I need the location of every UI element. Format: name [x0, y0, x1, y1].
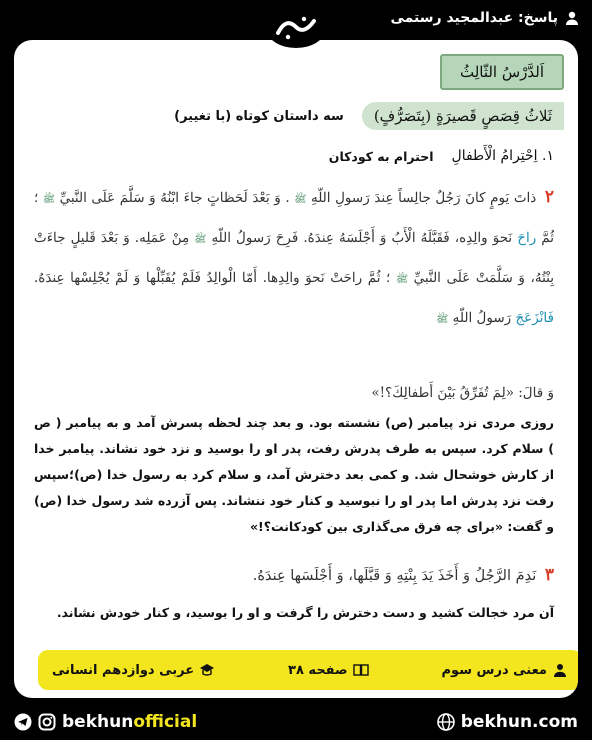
website-link[interactable]	[437, 712, 578, 732]
logo-mark-icon	[274, 13, 318, 43]
story-heading-persian: احترام به کودکان	[328, 148, 434, 164]
footer-info-bar	[38, 650, 578, 690]
part3-arabic	[34, 560, 554, 591]
honorific-glyph: ﷺ	[194, 234, 207, 245]
telegram-icon	[14, 713, 32, 731]
footer-course	[52, 662, 215, 678]
arabic-segment: . وَ بَعْدَ لَحَظاتٍ جاءَ ابْنُهُ وَ سَلَّمَ عَلَى النَّبيِّ	[59, 190, 290, 206]
brand-logo	[266, 8, 326, 48]
honorific-glyph: ﷺ	[395, 274, 409, 285]
paragraph-number: ٣	[544, 565, 554, 585]
part3-translation: آن مرد خجالت کشید و دست دخترش را گرفت و او را بوسید، و کنار خودش نشاند.	[56, 605, 554, 620]
lesson-title-row	[28, 96, 564, 136]
lesson-badge: اَلدَّرْسُ الثّالِثُ	[440, 54, 564, 90]
footer-page-label: صفحه ۳۸	[288, 662, 348, 678]
lesson-title-arabic: ثَلاثُ قِصَصٍ قَصیرَةٍ (بِتَصَرُّفٍ)	[362, 102, 564, 130]
social-handle[interactable]	[14, 712, 197, 732]
arabic-segment: ؛ ثُمَّ	[34, 190, 555, 246]
story-quote: وَ قالَ: «لِمَ تُفَرِّقُ بَيْنَ أَطفالِكَ؟!»	[371, 385, 554, 401]
footer-page	[288, 662, 369, 678]
arabic-segment: مِنْ عَمَلِه. وَ بَعْدَ قَليلٍ جاءَتْ بِنْتُهُ، وَ سَلَّمَتْ عَلَى النَّبيِّ	[34, 230, 554, 286]
footer-lesson-meaning	[442, 662, 568, 678]
arabic-segment: رَسولُ اللّهِ	[452, 310, 512, 326]
arabic-segment: ذاتَ يَومٍ كانَ رَجُلٌ جالِساً عِندَ رَسولِ اللّهِ	[310, 190, 537, 206]
highlighted-word: راحَ	[517, 230, 537, 246]
arabic-segment: نَدِمَ الرَّجُلُ وَ أَخَذَ يَدَ بِنْتِهِ وَ قَبَّلَها، وَ أَجْلَسَها عِندَهُ.	[252, 568, 537, 584]
bottom-bar	[0, 704, 592, 740]
paragraph-number: ٢	[544, 187, 555, 207]
website-url: bekhun.com	[460, 712, 578, 732]
honorific-glyph: ﷺ	[42, 194, 55, 205]
honorific-glyph: ﷺ	[436, 314, 449, 325]
book-icon	[353, 662, 369, 678]
footer-right-label: معنی درس سوم	[441, 662, 547, 678]
person-icon	[564, 10, 580, 26]
lesson-card	[14, 40, 578, 698]
arabic-segment: نَحوَ والِدِه، فَقَبَّلَهُ الْأَبُ وَ أَجْلَسَهُ عِندَهُ. فَرِحَ رَسولُ اللّهِ	[211, 230, 513, 246]
graduation-cap-icon	[199, 662, 215, 678]
answer-author	[390, 10, 580, 26]
handle-part-a: bekhun	[62, 712, 134, 732]
lesson-title-persian: سه داستان کوتاه (با تغییر)	[174, 108, 344, 124]
instagram-icon	[38, 713, 56, 731]
footer-left-label: عربی دوازدهم انسانی	[52, 662, 195, 678]
handle-part-b: official	[133, 712, 198, 732]
person-icon	[552, 662, 568, 678]
story-heading	[329, 148, 554, 164]
highlighted-word: فَانْزَعَجَ	[515, 310, 554, 326]
story-translation: روزی مردی نزد پیامبر (ص) نشسته بود. و بعد چند لحظه پسرش آمد و به پیامبر ( ص ) سلام کرد. سپس به طرف پدرش رفت، پدر او را بوسید و نزد خود نشاند. پیامبر خدا از کارش خوشحال شد. و کمی بعد دخترش آمد، و سلام کرد به رسول خدا (ص)؛سپس رفت نزد پدرش اما پدر او را نبوسید و کنار خود ننشاند. پس آزرده شد رسول خدا (ص) و گفت: «برای چه فرق می‌گذاری بین کودکانت؟!»	[34, 415, 554, 534]
story-heading-arabic: ١. اِحْتِرامُ الْأَطفالِ	[451, 148, 554, 164]
arabic-segment: ؛ ثُمَّ راحَتْ نَحوَ والِدِها. أَمّا الْوالِدُ فَلَمْ يُقَبِّلْها وَ لَمْ يُجْلِسْها عِندَهُ.	[34, 270, 391, 286]
globe-icon	[437, 713, 455, 731]
honorific-glyph: ﷺ	[294, 194, 307, 205]
answer-label: پاسخ: عبدالمجید رستمی	[390, 10, 558, 26]
story-arabic-text	[34, 178, 554, 339]
